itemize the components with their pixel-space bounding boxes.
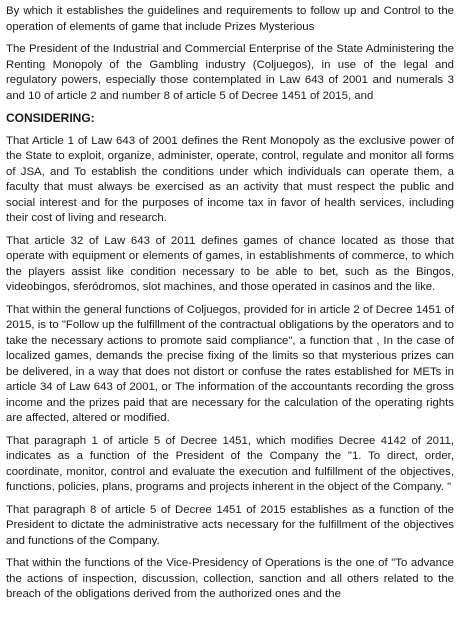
considering-paragraph-1: That Article 1 of Law 643 of 2001 defines the Rent Monopoly as the exclusive power of the State to exploit, organize, administer, operate, control, regulate and monitor all forms of JSA, and To establish the conditions under which individuals can operate them, a faculty that must always be exercised as an activity that must respect the public and social interest and for the purposes of income tax in favor of health services, including their cost of living and research.	[6, 134, 454, 224]
considering-paragraph-5: That paragraph 8 of article 5 of Decree 1451 of 2015 establishes as a function of the President to dictate the administrative acts necessary for the fulfillment of the objectives and functions of the Company.	[6, 503, 454, 547]
considering-paragraph-2: That article 32 of Law 643 of 2011 defines games of chance located as those that operate with equipment or elements of games, in establishments of commerce, to which the players assist like condition necessary to be able to bet, such as the Bingos, videobingos, sferódromos, slot machines, and those operated in casinos and the like.	[6, 234, 454, 293]
intro-paragraph: By which it establishes the guidelines and requirements to follow up and Control to the operation of elements of game that include Prizes Mysterious	[6, 5, 454, 33]
document-page	[6, 4, 454, 610]
preamble-paragraph: The President of the Industrial and Commercial Enterprise of the State Administering the Renting Monopoly of the Gambling industry (Coljuegos), in use of the legal and regulatory powers, especially those contemplated in Law 643 of 2001 and numerals 3 and 10 of article 2 and number 8 of article 5 of Decree 1451 of 2015, and	[6, 43, 454, 102]
section-heading: CONSIDERING:	[6, 111, 95, 125]
considering-paragraph-4: That paragraph 1 of article 5 of Decree 1451, which modifies Decree 4142 of 2011, indicates as a function of the President of the Company the "1. To direct, order, coordinate, monitor, control and evaluate the execution and fulfillment of the objectives, functions, policies, plans, programs and projects inherent in the object of the Company. "	[6, 434, 454, 493]
considering-paragraph-6: That within the functions of the Vice-Presidency of Operations is the one of "To advance the actions of inspection, discussion, collection, sanction and all others related to the breach of the obligations derived from the authorized ones and the	[6, 557, 454, 600]
considering-paragraph-3: That within the general functions of Coljuegos, provided for in article 2 of Decree 1451 of 2015, is to "Follow up the fulfillment of the contractual obligations by the operators and to take the necessary actions to promote said compliance", a function that , In the case of localized games, demands the precise fixing of the limits so that mysterious prizes can be delivered, in a way that does not distort or confuse the rates established for METs in article 34 of Law 643 of 2001, or The information of the accountants recording the gross income and the prizes paid that are necessary for the calculation of the operating rights are affected, altered or modified.	[6, 303, 454, 424]
